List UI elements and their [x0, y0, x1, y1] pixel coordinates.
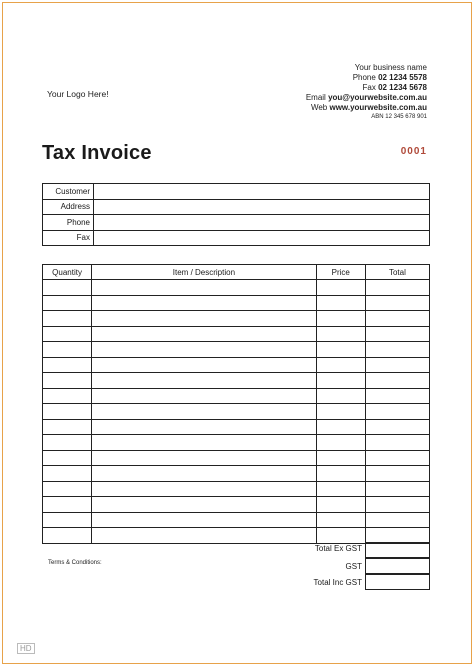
address-row — [43, 199, 430, 215]
quantity-cell[interactable] — [43, 512, 92, 528]
total-cell[interactable] — [365, 435, 429, 451]
table-row — [43, 497, 430, 513]
customer-row — [43, 184, 430, 200]
description-cell[interactable] — [92, 481, 317, 497]
total-cell[interactable] — [365, 404, 429, 420]
total-cell[interactable] — [365, 497, 429, 513]
description-cell[interactable] — [92, 280, 317, 296]
quantity-cell[interactable] — [43, 419, 92, 435]
quantity-cell[interactable] — [43, 450, 92, 466]
items-table — [42, 264, 430, 544]
price-cell[interactable] — [316, 280, 365, 296]
column-header-total: Total — [365, 265, 429, 280]
price-cell[interactable] — [316, 450, 365, 466]
description-cell[interactable] — [92, 435, 317, 451]
price-cell[interactable] — [316, 326, 365, 342]
quantity-cell[interactable] — [43, 280, 92, 296]
price-cell[interactable] — [316, 497, 365, 513]
table-row — [43, 388, 430, 404]
table-row — [43, 466, 430, 482]
quantity-cell[interactable] — [43, 404, 92, 420]
price-cell[interactable] — [316, 388, 365, 404]
quantity-cell[interactable] — [43, 466, 92, 482]
total-cell[interactable] — [365, 388, 429, 404]
address-field[interactable] — [94, 199, 430, 215]
description-cell[interactable] — [92, 326, 317, 342]
total-cell[interactable] — [365, 512, 429, 528]
fax-row — [43, 230, 430, 246]
fax-field[interactable] — [94, 230, 430, 246]
terms-label: Terms & Conditions: — [48, 560, 102, 566]
total-cell[interactable] — [365, 326, 429, 342]
description-cell[interactable] — [92, 419, 317, 435]
customer-field[interactable] — [94, 184, 430, 200]
phone-field[interactable] — [94, 215, 430, 231]
customer-label: Customer — [43, 184, 94, 200]
total-inc-gst-label: Total Inc GST — [313, 578, 362, 587]
description-cell[interactable] — [92, 512, 317, 528]
total-cell[interactable] — [365, 373, 429, 389]
invoice-page — [2, 2, 472, 664]
table-row — [43, 280, 430, 296]
column-header-quantity: Quantity — [43, 265, 92, 280]
quantity-cell[interactable] — [43, 311, 92, 327]
invoice-number: 0001 — [400, 146, 427, 157]
description-cell[interactable] — [92, 311, 317, 327]
total-cell[interactable] — [365, 419, 429, 435]
quantity-cell[interactable] — [43, 435, 92, 451]
business-details — [306, 63, 427, 122]
items-header-row — [43, 265, 430, 280]
logo-placeholder: Your Logo Here! — [47, 89, 109, 99]
price-cell[interactable] — [316, 373, 365, 389]
price-cell[interactable] — [316, 311, 365, 327]
quantity-cell[interactable] — [43, 388, 92, 404]
business-email: Email you@yourwebsite.com.au — [305, 93, 427, 102]
business-name: Your business name — [354, 63, 427, 72]
price-cell[interactable] — [316, 528, 365, 544]
description-cell[interactable] — [92, 388, 317, 404]
quantity-cell[interactable] — [43, 326, 92, 342]
description-cell[interactable] — [92, 466, 317, 482]
description-cell[interactable] — [92, 373, 317, 389]
quantity-cell[interactable] — [43, 295, 92, 311]
fax-label: Fax — [43, 230, 94, 246]
table-row — [43, 342, 430, 358]
table-row — [43, 450, 430, 466]
quantity-cell[interactable] — [43, 342, 92, 358]
table-row — [43, 404, 430, 420]
business-fax: Fax 02 1234 5678 — [362, 83, 427, 92]
total-cell[interactable] — [365, 481, 429, 497]
watermark-badge: HD — [17, 643, 35, 654]
phone-row — [43, 215, 430, 231]
description-cell[interactable] — [92, 295, 317, 311]
table-row — [43, 311, 430, 327]
description-cell[interactable] — [92, 342, 317, 358]
quantity-cell[interactable] — [43, 528, 92, 544]
description-cell[interactable] — [92, 528, 317, 544]
table-row — [43, 419, 430, 435]
customer-table — [42, 183, 430, 246]
price-cell[interactable] — [316, 419, 365, 435]
description-cell[interactable] — [92, 497, 317, 513]
total-ex-gst-field[interactable] — [365, 542, 430, 558]
total-ex-gst-label: Total Ex GST — [314, 544, 362, 553]
description-cell[interactable] — [92, 450, 317, 466]
phone-label: Phone — [43, 215, 94, 231]
gst-field[interactable] — [365, 558, 430, 574]
table-row — [43, 481, 430, 497]
total-cell[interactable] — [365, 450, 429, 466]
description-cell[interactable] — [92, 404, 317, 420]
price-cell[interactable] — [316, 295, 365, 311]
table-row — [43, 357, 430, 373]
table-row — [43, 373, 430, 389]
quantity-cell[interactable] — [43, 373, 92, 389]
quantity-cell[interactable] — [43, 357, 92, 373]
price-cell[interactable] — [316, 404, 365, 420]
table-row — [43, 326, 430, 342]
total-inc-gst-field[interactable] — [365, 574, 430, 590]
price-cell[interactable] — [316, 512, 365, 528]
page-title: Tax Invoice — [42, 142, 152, 164]
table-row — [43, 435, 430, 451]
quantity-cell[interactable] — [43, 497, 92, 513]
table-row — [43, 512, 430, 528]
business-phone: Phone 02 1234 5578 — [352, 73, 427, 82]
column-header-description: Item / Description — [92, 265, 317, 280]
table-row — [43, 528, 430, 544]
price-cell[interactable] — [316, 357, 365, 373]
total-cell[interactable] — [365, 357, 429, 373]
price-cell[interactable] — [316, 435, 365, 451]
total-cell[interactable] — [365, 466, 429, 482]
total-cell[interactable] — [365, 528, 429, 544]
price-cell[interactable] — [316, 481, 365, 497]
column-header-price: Price — [316, 265, 365, 280]
price-cell[interactable] — [316, 342, 365, 358]
total-cell[interactable] — [365, 280, 429, 296]
gst-label: GST — [345, 562, 362, 571]
description-cell[interactable] — [92, 357, 317, 373]
business-web: Web www.yourwebsite.com.au — [310, 103, 427, 112]
table-row — [43, 295, 430, 311]
total-cell[interactable] — [365, 311, 429, 327]
items-body — [43, 280, 430, 544]
total-cell[interactable] — [365, 295, 429, 311]
address-label: Address — [43, 199, 94, 215]
business-abn: ABN 12 345 678 901 — [371, 114, 427, 120]
price-cell[interactable] — [316, 466, 365, 482]
total-cell[interactable] — [365, 342, 429, 358]
quantity-cell[interactable] — [43, 481, 92, 497]
